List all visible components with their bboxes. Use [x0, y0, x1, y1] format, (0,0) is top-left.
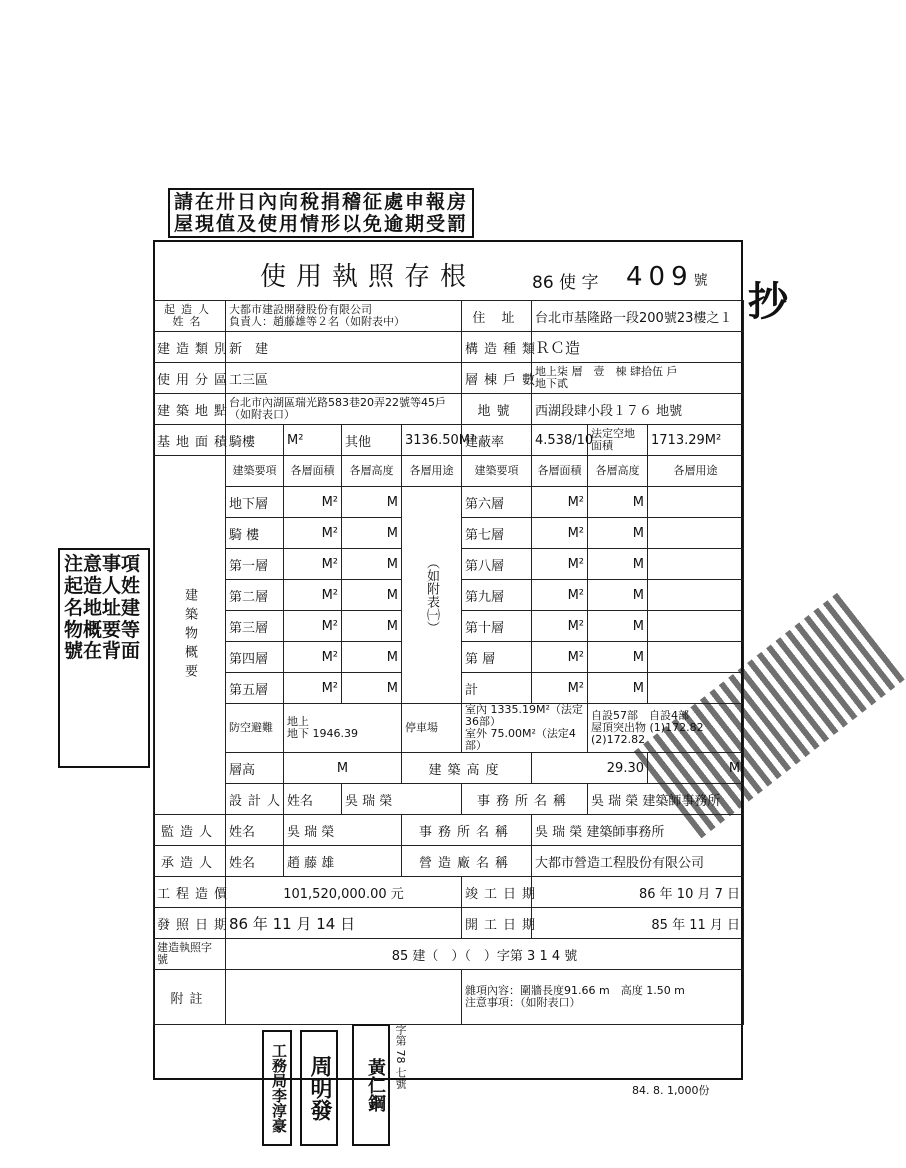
usage-note: （如附表㈠）	[402, 487, 462, 704]
label-floors: 層棟戶數	[462, 363, 532, 394]
label-office: 事務所名稱	[402, 815, 532, 846]
doc-prefix: 86 使 字	[532, 273, 599, 293]
label-structure: 構造種類	[462, 332, 532, 363]
floor-row: 第一層 M² M 第八層 M² M	[154, 549, 744, 580]
label-overview: 建築物概要	[154, 456, 226, 815]
permit-value: 85 建（ ）（ ）字第 3 1 4 號	[226, 939, 744, 970]
edge-stamp-fragment: 抄	[748, 279, 788, 325]
label-address: 住 址	[462, 301, 532, 332]
label-arcade: 騎樓	[226, 425, 284, 456]
header-area: 各層面積	[284, 456, 342, 487]
floor-row: 第二層 M² M 第九層 M² M	[154, 580, 744, 611]
label-base-area: 基地面積	[154, 425, 226, 456]
remark-value: 雜項內容：圍牆長度91.66 m 高度 1.50 m 注意事項：（如附表口）	[462, 970, 744, 1025]
issue-date-value: 86 年 11 月 14 日	[226, 908, 462, 939]
parking-value: 室內 1335.19M²（法定36部） 室外 75.00M²（法定4部）	[462, 704, 588, 753]
height-unit: M	[648, 753, 744, 784]
supervisor-office-value: 吳 瑞 榮 建築師事務所	[532, 815, 744, 846]
label-name: 姓名	[284, 784, 342, 815]
floor-height-unit: M	[284, 753, 402, 784]
label-cost: 工程造價	[154, 877, 226, 908]
shelter-value: 地上 地下 1946.39	[284, 704, 402, 753]
label-contractor: 承造人	[154, 846, 226, 877]
header-usage: 各層用途	[402, 456, 462, 487]
header-usage-2: 各層用途	[648, 456, 744, 487]
label-start: 開工日期	[462, 908, 532, 939]
label-height: 建築高度	[402, 753, 532, 784]
label-designer: 設計人	[226, 784, 284, 815]
floor-row: 第三層 M² M 第十層 M² M	[154, 611, 744, 642]
footer-print-info: 84. 8. 1,000份	[632, 1084, 710, 1097]
header-height: 各層高度	[342, 456, 402, 487]
label-other: 其他	[342, 425, 402, 456]
arcade-unit: M²	[284, 425, 342, 456]
label-site: 建築地點	[154, 394, 226, 425]
applicant-value: 大都市建設開發股份有限公司 負責人：趙藤雄等２名（如附表中）	[226, 301, 462, 332]
header-area-2: 各層面積	[532, 456, 588, 487]
seal-bureau: 工務局李淳豪	[262, 1030, 292, 1146]
doc-number: 409號	[626, 262, 714, 292]
legal-area-value: 1713.29M²	[648, 425, 744, 456]
label-legal-area: 法定空地面積	[588, 425, 648, 456]
label-lot: 地號	[462, 394, 532, 425]
address-value: 台北市基隆路一段200號23樓之１	[532, 301, 744, 332]
designer-office-value: 吳 瑞 榮 建築師事務所	[588, 784, 744, 815]
label-completion: 竣工日期	[462, 877, 532, 908]
floor-row: 第四層 M² M 第 層 M² M	[154, 642, 744, 673]
label-floor-height: 層高	[226, 753, 284, 784]
label-applicant: 起造人姓名	[154, 301, 226, 332]
floor-row: 地下層 M² M （如附表㈠） 第六層 M² M	[154, 487, 744, 518]
label-name: 姓名	[226, 815, 284, 846]
floor-row: 騎 樓 M² M 第七層 M² M	[154, 518, 744, 549]
label-permit: 建造執照字號	[154, 939, 226, 970]
page-title: 使用執照存根	[260, 262, 477, 292]
floors-value: 地上柒 層 壹 棟 肆拾伍 戶 地下貳	[532, 363, 744, 394]
zoning-value: 工三區	[226, 363, 462, 394]
permit-form-table	[153, 300, 744, 1025]
label-firm: 營造廠名稱	[402, 846, 532, 877]
roof-value: 自設57部 自設4部 屋頂突出物 (1)172.82 (2)172.82	[588, 704, 744, 753]
label-zoning: 使用分區	[154, 363, 226, 394]
lot-value: 西湖段肆小段１７６ 地號	[532, 394, 744, 425]
other-area-value: 3136.50M²	[402, 425, 462, 456]
notice-stamp: 請在卅日內向稅捐稽征處申報房屋現值及使用情形以免逾期受罰	[168, 188, 474, 238]
contractor-firm-value: 大都市營造工程股份有限公司	[532, 846, 744, 877]
supervisor-value: 吳 瑞 榮	[284, 815, 402, 846]
contractor-value: 趙 藤 雄	[284, 846, 402, 877]
designer-value: 吳 瑞 榮	[342, 784, 462, 815]
label-issue-date: 發照日期	[154, 908, 226, 939]
completion-value: 86 年 10 月 7 日	[532, 877, 744, 908]
header-item-2: 建築要項	[462, 456, 532, 487]
site-value: 台北市內湖區瑞光路583巷20弄22號等45戶（如附表口）	[226, 394, 462, 425]
seal-small-text: 字第 78 七號	[394, 1024, 407, 1089]
label-remark: 附註	[154, 970, 226, 1025]
structure-value: ＲＣ造	[532, 332, 744, 363]
height-value: 29.30	[532, 753, 648, 784]
label-parking: 停車場	[402, 704, 462, 753]
seal-area	[226, 970, 462, 1025]
side-note-stamp: 注意事項起造人姓名地址建物概要等號在背面	[58, 548, 150, 768]
header-height-2: 各層高度	[588, 456, 648, 487]
label-coverage: 建蔽率	[462, 425, 532, 456]
coverage-value: 4.538/10	[532, 425, 588, 456]
label-build-type: 建造類別	[154, 332, 226, 363]
start-value: 85 年 11 月 日	[532, 908, 744, 939]
seal-chief: 黃仁鋼	[352, 1024, 390, 1146]
build-type-value: 新 建	[226, 332, 462, 363]
label-shelter: 防空避難	[226, 704, 284, 753]
header-item: 建築要項	[226, 456, 284, 487]
floor-row: 第五層 M² M 計 M² M	[154, 673, 744, 704]
label-supervisor: 監造人	[154, 815, 226, 846]
label-name: 姓名	[226, 846, 284, 877]
label-office: 事務所名稱	[462, 784, 588, 815]
cost-value: 101,520,000.00 元	[226, 877, 462, 908]
seal-official: 周明發	[300, 1030, 338, 1146]
